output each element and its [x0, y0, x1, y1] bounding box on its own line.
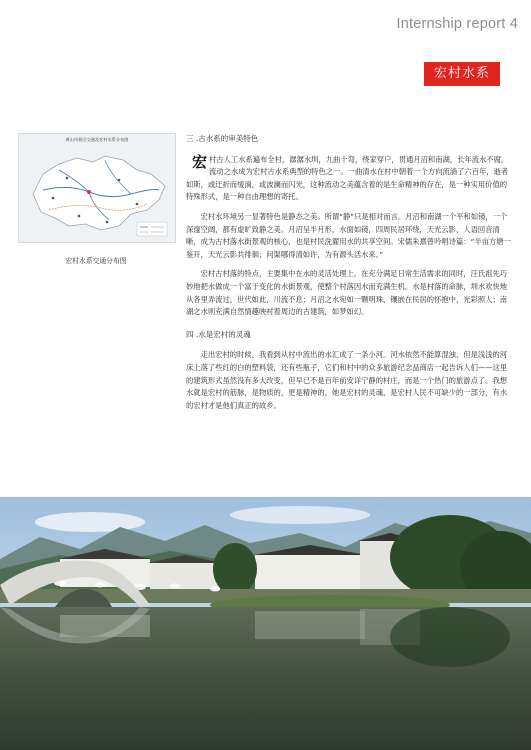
paragraph-text: 村古人工水系遍布全村，潺潺水圳，九曲十弯，绕家穿户，贯通月沼和南湖，长年流水不腐。流动之水成为宏村古水系典型的特色之一。一曲清水在村中朝着一个方向流淌了六百年，逝者如斯，或迂折而缓淌，或波澜而闪光，这种流动之美蕴含着的是生命精神的存在，是一种实用价值的特殊形式，是一种自由理想的寄托。 [186, 154, 509, 202]
paragraph [186, 154, 512, 204]
paragraph: 走出宏村的时候，我看到从村中流出的水汇成了一条小河。河水依然不能算混浊，但是浅浅的河床上落了些红的白的塑料袋，还有些瓶子，它们和村中的众多旅游纪念品商店一起告诉人们——这里的建筑形式虽然没有多大改变，但早已不是百年前安详宁静的村庄，而是一个热门的旅游点了。我想水就是宏村的筋脉，是物质的，更是精神的，她是宏村的灵魂，是宏村人民不可缺少的一部分，有水的宏村才是他们真正的故乡。 [186, 350, 508, 410]
village-lake-photo [0, 497, 531, 750]
water-system-map [18, 133, 176, 243]
drop-cap: 宏 [192, 152, 208, 171]
map-title: 黄山风景区交通及宏村水系分布图 [65, 137, 129, 142]
paragraph: 宏村古村落的特点，主要集中在水的灵活处理上，在充分满足日常生活需求的同时，汪氏祖先巧妙地把水做成一个富于变化的水街景观，使整个村落因水而充满生机。水是村落的命脉，圳水欢快地从各里弄流过，世代如此，川流不息；月沼之水宛如一颗明珠，镶嵌在民居的怀抱中，光彩照人；南湖之水则充满自然情趣映衬着周边的古建筑，如梦如幻。 [186, 269, 508, 317]
section-heading: 四 .水是宏村的灵魂 [186, 329, 251, 339]
section-badge: 宏村水系 [424, 62, 500, 86]
map-caption: 宏村水系交通分布图 [65, 257, 127, 265]
article-body [186, 133, 512, 419]
section-heading: 三 .古水系的审美特色 [186, 134, 259, 143]
paragraph: 宏村水环境另一显著特色是静态之美。所谓“静”只是相对而言。月沼和南湖一个平和如镜，一个深邃空阔，都有虚旷致静之美。月沼呈半月形，水面如镜，四周民居环绕，天光云影，人语回音清晰，成为古村落水街景观的核心，也是村民洗濯用水的共享空间。宋儒朱熹曾吟唱诗篇：“半亩方塘一鉴开，天光云影共徘徊；问渠哪得清如许，为有源头活水来。” [186, 211, 511, 259]
report-header-title: Internship report 4 [396, 16, 518, 32]
